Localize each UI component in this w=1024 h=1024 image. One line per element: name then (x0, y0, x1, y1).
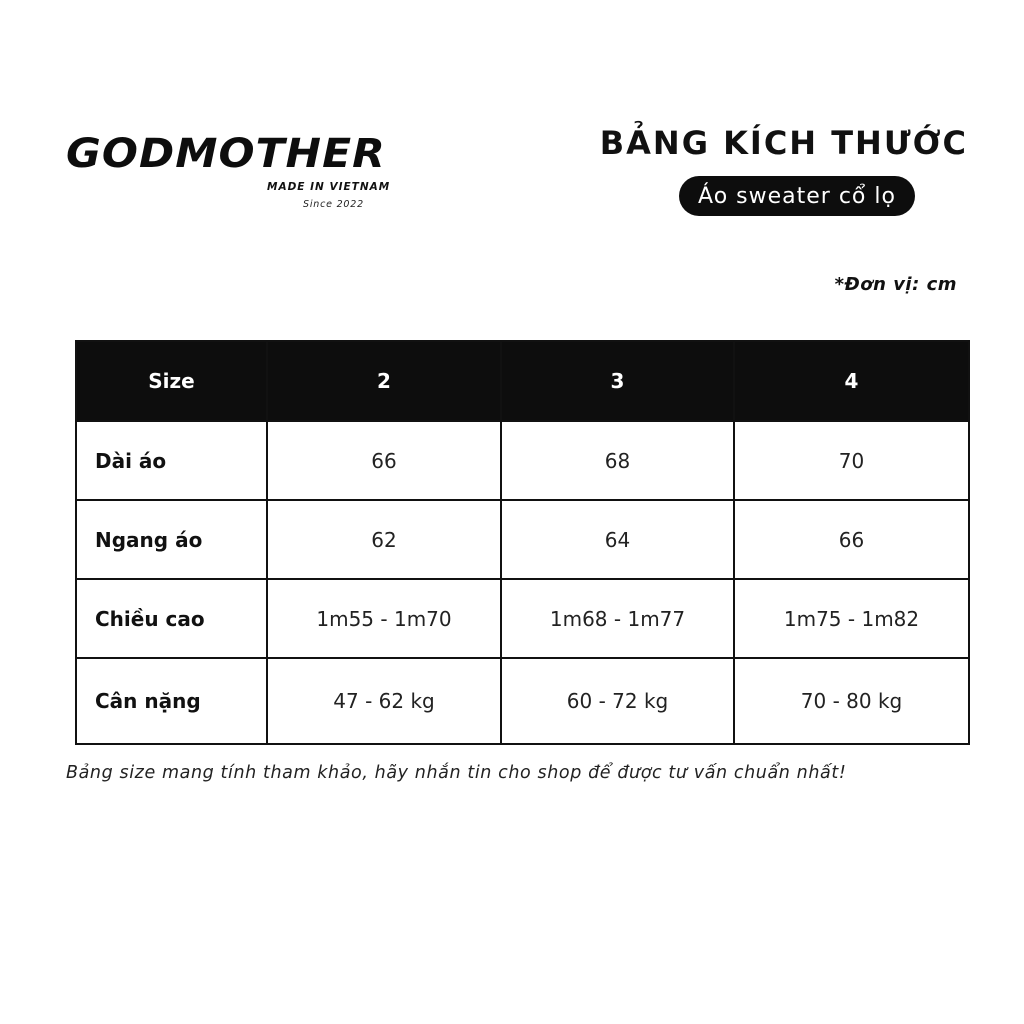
header-cell-size-label: Size (76, 341, 267, 421)
unit-note: *Đơn vị: cm (834, 274, 957, 295)
table-row (76, 500, 969, 579)
table-cell: 64 (501, 500, 734, 579)
brand-logo-block (66, 130, 438, 210)
table-row (76, 579, 969, 658)
table-cell: 70 - 80 kg (734, 658, 969, 744)
table-cell: 70 (734, 421, 969, 500)
header-cell-size-3: 3 (501, 341, 734, 421)
table-cell: 1m68 - 1m77 (501, 579, 734, 658)
size-table (75, 340, 970, 745)
header-cell-size-2: 2 (267, 341, 501, 421)
page-title: BẢNG KÍCH THƯỚC (599, 124, 968, 162)
table-cell: 62 (267, 500, 501, 579)
brand-tagline: MADE IN VIETNAM (267, 181, 391, 193)
row-label-length: Dài áo (76, 421, 267, 500)
row-label-weight: Cân nặng (76, 658, 267, 744)
table-cell: 60 - 72 kg (501, 658, 734, 744)
table-cell: 68 (501, 421, 734, 500)
table-cell: 1m75 - 1m82 (734, 579, 969, 658)
table-cell: 66 (267, 421, 501, 500)
table-row (76, 658, 969, 744)
header-cell-size-4: 4 (734, 341, 969, 421)
table-cell: 47 - 62 kg (267, 658, 501, 744)
table-header-row (76, 341, 969, 421)
footer-note: Bảng size mang tính tham khảo, hãy nhắn tin cho shop để được tư vấn chuẩn nhất! (66, 763, 847, 783)
product-name-badge: Áo sweater cổ lọ (679, 176, 915, 216)
brand-logo: GODMOTHER (66, 131, 386, 177)
row-label-width: Ngang áo (76, 500, 267, 579)
table-cell: 1m55 - 1m70 (267, 579, 501, 658)
row-label-height: Chiều cao (76, 579, 267, 658)
table-cell: 66 (734, 500, 969, 579)
table-row (76, 421, 969, 500)
brand-since: Since 2022 (303, 199, 364, 210)
